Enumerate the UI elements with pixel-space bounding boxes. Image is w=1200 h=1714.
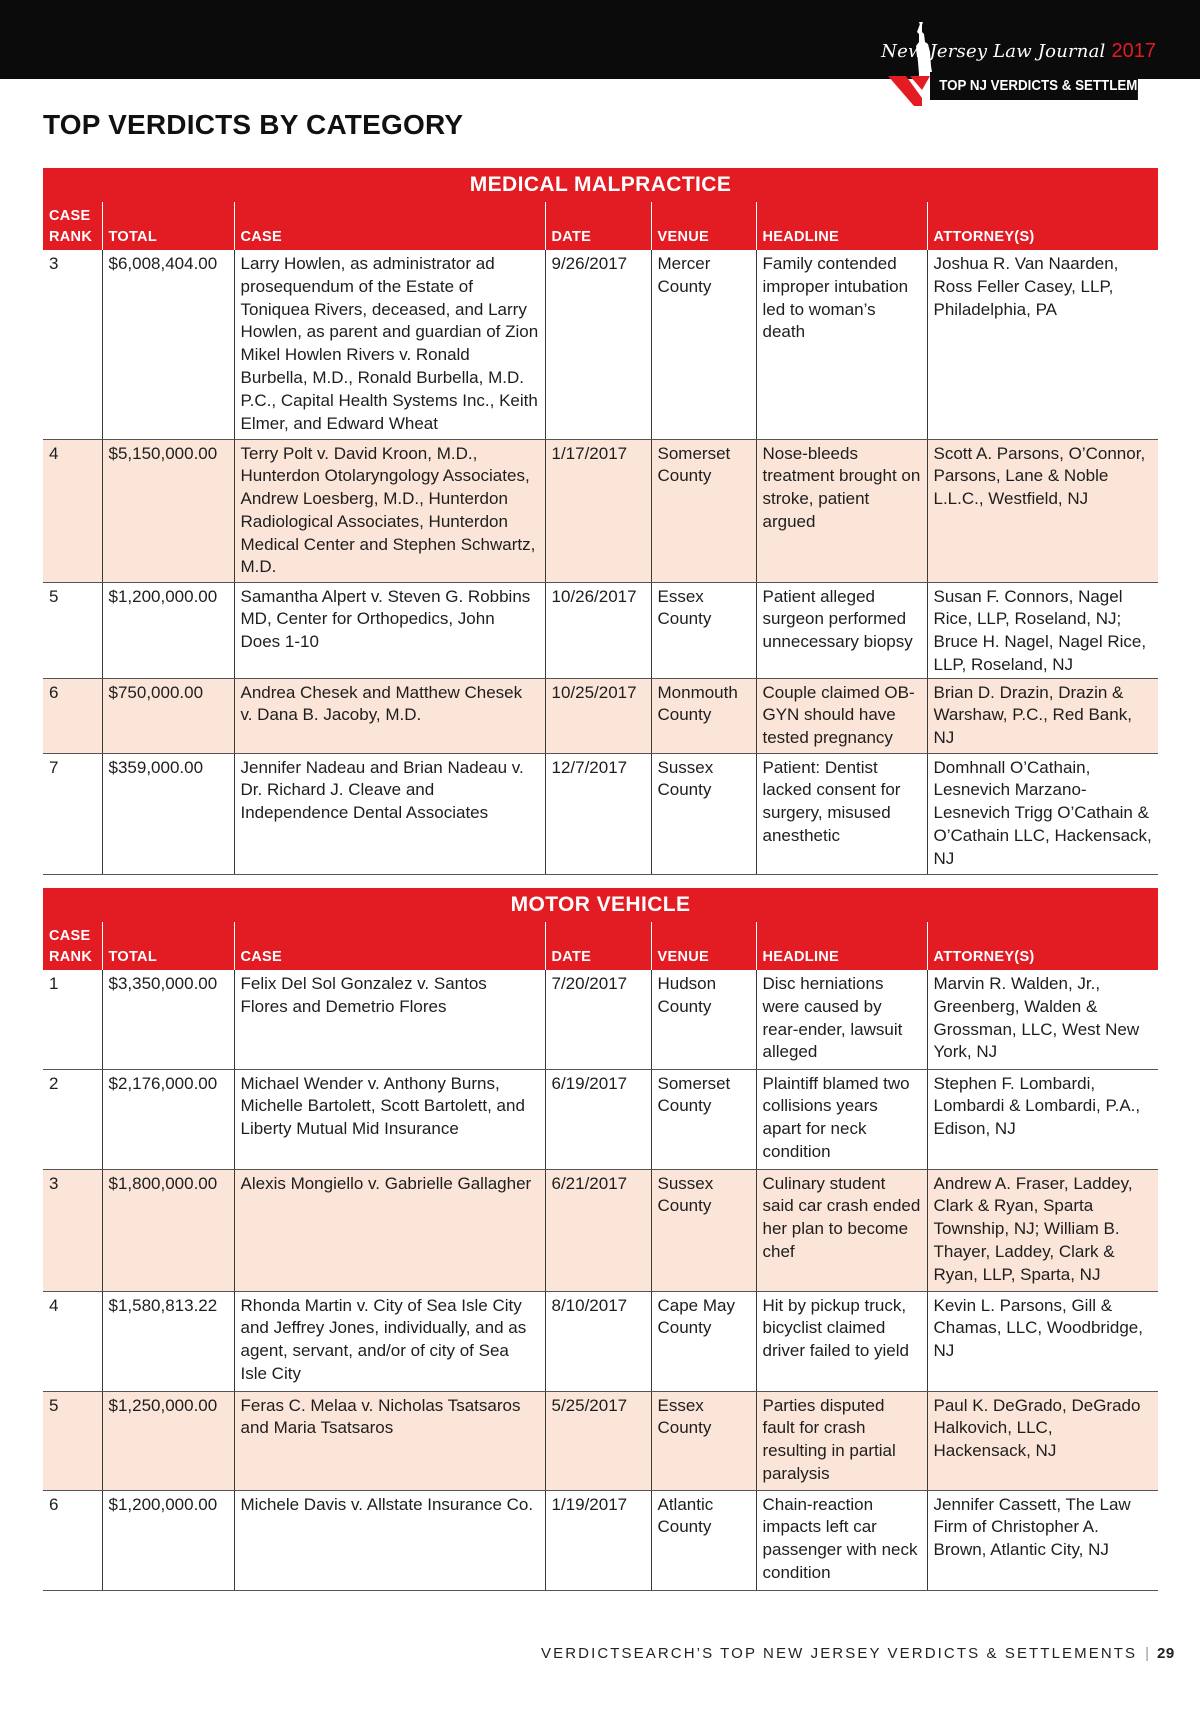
cell-attorneys: Paul K. DeGrado, DeGrado Halkovich, LLC, Hackensack, NJ (927, 1391, 1158, 1490)
col-header-total: TOTAL (102, 202, 234, 250)
col-header-total: TOTAL (102, 922, 234, 970)
cell-case: Rhonda Martin v. City of Sea Isle City and Jeffrey Jones, individually, and as agent, servant, and/or of city of Sea Isle City (234, 1291, 545, 1391)
verdict-table (43, 922, 1158, 1591)
table-row (43, 1490, 1158, 1590)
cell-venue: Sussex County (651, 1169, 756, 1291)
cell-headline: Disc herniations were caused by rear-ender, lawsuit alleged (756, 970, 927, 1069)
cell-total: $1,800,000.00 (102, 1169, 234, 1291)
cell-date: 8/10/2017 (545, 1291, 651, 1391)
cell-total: $1,200,000.00 (102, 1490, 234, 1590)
cell-venue: Essex County (651, 582, 756, 678)
table-row (43, 582, 1158, 678)
page-footer (541, 1645, 1175, 1662)
table-header-row (43, 202, 1158, 250)
cell-rank: 5 (43, 1391, 102, 1490)
cell-date: 1/17/2017 (545, 439, 651, 582)
cell-date: 6/19/2017 (545, 1069, 651, 1169)
col-header-headline: HEADLINE (756, 202, 927, 250)
cell-total: $1,580,813.22 (102, 1291, 234, 1391)
cell-case: Andrea Chesek and Matthew Chesek v. Dana B. Jacoby, M.D. (234, 678, 545, 753)
col-header-venue: VENUE (651, 922, 756, 970)
page-number: 29 (1157, 1645, 1175, 1662)
verdict-table (43, 202, 1158, 875)
cell-case: Alexis Mongiello v. Gabrielle Gallagher (234, 1169, 545, 1291)
page-title: TOP VERDICTS BY CATEGORY (43, 109, 464, 140)
cell-case: Jennifer Nadeau and Brian Nadeau v. Dr. Richard J. Cleave and Independence Dental Associates (234, 753, 545, 874)
footer-separator: | (1145, 1645, 1150, 1662)
col-header-rank: CASE RANK (43, 202, 102, 250)
cell-venue: Hudson County (651, 970, 756, 1069)
col-header-case: CASE (234, 922, 545, 970)
cell-rank: 5 (43, 582, 102, 678)
cell-headline: Patient: Dentist lacked consent for surgery, misused anesthetic (756, 753, 927, 874)
cell-venue: Sussex County (651, 753, 756, 874)
cell-attorneys: Brian D. Drazin, Drazin & Warshaw, P.C., Red Bank, NJ (927, 678, 1158, 753)
col-header-date: DATE (545, 202, 651, 250)
cell-date: 9/26/2017 (545, 250, 651, 439)
cell-attorneys: Andrew A. Fraser, Laddey, Clark & Ryan, Sparta Township, NJ; William B. Thayer, Laddey, Clark & Ryan, LLP, Sparta, NJ (927, 1169, 1158, 1291)
cell-date: 12/7/2017 (545, 753, 651, 874)
cell-headline: Parties disputed fault for crash resulting in partial paralysis (756, 1391, 927, 1490)
cell-case: Samantha Alpert v. Steven G. Robbins MD, Center for Orthopedics, John Does 1-10 (234, 582, 545, 678)
table-row (43, 1291, 1158, 1391)
section-motor-vehicle (43, 888, 1158, 1591)
table-row (43, 1391, 1158, 1490)
cell-rank: 3 (43, 250, 102, 439)
cell-attorneys: Domhnall O’Cathain, Lesnevich Marzano-Lesnevich Trigg O’Cathain & O’Cathain LLC, Hackensack, NJ (927, 753, 1158, 874)
cell-headline: Patient alleged surgeon performed unnecessary biopsy (756, 582, 927, 678)
cell-venue: Monmouth County (651, 678, 756, 753)
cell-rank: 3 (43, 1169, 102, 1291)
cell-date: 5/25/2017 (545, 1391, 651, 1490)
cell-headline: Plaintiff blamed two collisions years apart for neck condition (756, 1069, 927, 1169)
table-row (43, 250, 1158, 439)
cell-venue: Mercer County (651, 250, 756, 439)
cell-venue: Somerset County (651, 439, 756, 582)
table-row (43, 678, 1158, 753)
col-header-headline: HEADLINE (756, 922, 927, 970)
table-row (43, 1169, 1158, 1291)
cell-date: 10/25/2017 (545, 678, 651, 753)
cell-date: 1/19/2017 (545, 1490, 651, 1590)
col-header-attorneys: ATTORNEY(S) (927, 922, 1158, 970)
cell-total: $1,200,000.00 (102, 582, 234, 678)
col-header-rank: CASE RANK (43, 922, 102, 970)
cell-headline: Chain-reaction impacts left car passenger with neck condition (756, 1490, 927, 1590)
cell-venue: Atlantic County (651, 1490, 756, 1590)
col-header-venue: VENUE (651, 202, 756, 250)
cell-headline: Nose-bleeds treatment brought on stroke, patient argued (756, 439, 927, 582)
cell-case: Terry Polt v. David Kroon, M.D., Hunterdon Otolaryngology Associates, Andrew Loesberg, M.D., Hunterdon Radiological Associates, Hunterdon Medical Center and Stephen Schwartz, M.D. (234, 439, 545, 582)
cell-total: $2,176,000.00 (102, 1069, 234, 1169)
cell-rank: 6 (43, 678, 102, 753)
cell-total: $359,000.00 (102, 753, 234, 874)
cell-total: $5,150,000.00 (102, 439, 234, 582)
cell-headline: Hit by pickup truck, bicyclist claimed driver failed to yield (756, 1291, 927, 1391)
cell-rank: 4 (43, 439, 102, 582)
cell-total: $750,000.00 (102, 678, 234, 753)
cell-total: $1,250,000.00 (102, 1391, 234, 1490)
cell-case: Feras C. Melaa v. Nicholas Tsatsaros and Maria Tsatsaros (234, 1391, 545, 1490)
cell-attorneys: Susan F. Connors, Nagel Rice, LLP, Roseland, NJ; Bruce H. Nagel, Nagel Rice, LLP, Roseland, NJ (927, 582, 1158, 678)
col-header-date: DATE (545, 922, 651, 970)
cell-venue: Essex County (651, 1391, 756, 1490)
cell-case: Larry Howlen, as administrator ad prosequendum of the Estate of Toniquea Rivers, deceased, and Larry Howlen, as parent and guardian of Zion Mikel Howlen Rivers v. Ronald Burbella, M.D., Ronald Burbella, M.D. P.C., Capital Health Systems Inc., Keith Elmer, and Edward Wheat (234, 250, 545, 439)
cell-total: $3,350,000.00 (102, 970, 234, 1069)
cell-attorneys: Kevin L. Parsons, Gill & Chamas, LLC, Woodbridge, NJ (927, 1291, 1158, 1391)
cell-venue: Cape May County (651, 1291, 756, 1391)
cell-attorneys: Joshua R. Van Naarden, Ross Feller Casey, LLP, Philadelphia, PA (927, 250, 1158, 439)
col-header-attorneys: ATTORNEY(S) (927, 202, 1158, 250)
cell-headline: Couple claimed OB-GYN should have tested pregnancy (756, 678, 927, 753)
table-header-row (43, 922, 1158, 970)
cell-venue: Somerset County (651, 1069, 756, 1169)
cell-date: 7/20/2017 (545, 970, 651, 1069)
cell-headline: Culinary student said car crash ended her plan to become chef (756, 1169, 927, 1291)
table-row (43, 753, 1158, 874)
table-row (43, 439, 1158, 582)
cell-rank: 1 (43, 970, 102, 1069)
cell-case: Michele Davis v. Allstate Insurance Co. (234, 1490, 545, 1590)
footer-text: VERDICTSEARCH’S TOP NEW JERSEY VERDICTS & SETTLEMENTS (541, 1645, 1138, 1662)
cell-date: 10/26/2017 (545, 582, 651, 678)
cell-attorneys: Marvin R. Walden, Jr., Greenberg, Walden & Grossman, LLC, West New York, NJ (927, 970, 1158, 1069)
section-medical-malpractice (43, 168, 1158, 875)
table-row (43, 1069, 1158, 1169)
cell-attorneys: Stephen F. Lombardi, Lombardi & Lombardi, P.A., Edison, NJ (927, 1069, 1158, 1169)
cell-case: Michael Wender v. Anthony Burns, Michelle Bartolett, Scott Bartolett, and Liberty Mutual Mid Insurance (234, 1069, 545, 1169)
col-header-case: CASE (234, 202, 545, 250)
cell-attorneys: Scott A. Parsons, O’Connor, Parsons, Lane & Noble L.L.C., Westfield, NJ (927, 439, 1158, 582)
cell-rank: 7 (43, 753, 102, 874)
section-title: MOTOR VEHICLE (43, 888, 1158, 922)
cell-total: $6,008,404.00 (102, 250, 234, 439)
cell-date: 6/21/2017 (545, 1169, 651, 1291)
cell-rank: 2 (43, 1069, 102, 1169)
cell-case: Felix Del Sol Gonzalez v. Santos Flores and Demetrio Flores (234, 970, 545, 1069)
section-title: MEDICAL MALPRACTICE (43, 168, 1158, 202)
brand-logo (881, 40, 1156, 63)
ribbon-label: TOP NJ VERDICTS & SETTLEMENTS (930, 72, 1138, 100)
brand-name: New Jersey Law Journal (881, 41, 1106, 62)
cell-rank: 6 (43, 1490, 102, 1590)
cell-attorneys: Jennifer Cassett, The Law Firm of Christopher A. Brown, Atlantic City, NJ (927, 1490, 1158, 1590)
cell-rank: 4 (43, 1291, 102, 1391)
cell-headline: Family contended improper intubation led to woman’s death (756, 250, 927, 439)
table-row (43, 970, 1158, 1069)
brand-year: 2017 (1111, 40, 1156, 62)
